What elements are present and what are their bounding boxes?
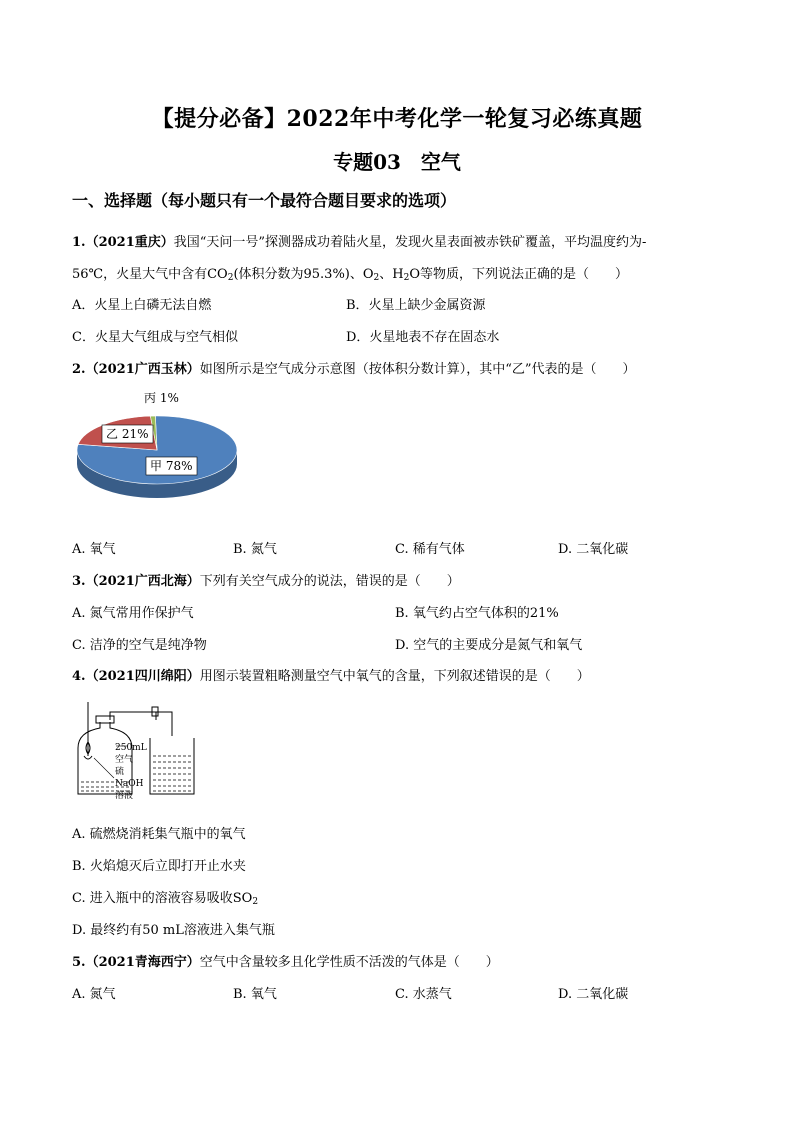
q5-option-d: D. 二氧化碳: [558, 987, 629, 1002]
q5-option-a: A. 氮气: [72, 987, 116, 1002]
document-title: 【提分必备】2022年中考化学一轮复习必练真题: [151, 106, 643, 132]
q2-text: 如图所示是空气成分示意图（按体积分数计算），其中“乙”代表的是（ ）: [199, 362, 636, 377]
q4-source: （2021四川绵阳）: [85, 669, 200, 684]
q1-line-1: [72, 231, 646, 250]
q3-source: （2021广西北海）: [85, 574, 200, 589]
q1-text-2b: (体积分数为95.3%)、O: [233, 267, 374, 282]
air-composition-pie-chart: [72, 388, 242, 522]
q4-option-b: B. 火焰熄灭后立即打开止水夹: [72, 859, 246, 874]
q5-option-c: C. 水蒸气: [395, 987, 452, 1002]
label-sulfur: 硫: [115, 767, 125, 777]
section-title: 一、选择题（每小题只有一个最符合题目要求的选项）: [72, 191, 457, 210]
q3-option-a: A. 氮气常用作保护气: [72, 606, 194, 621]
q3-option-b: B. 氧气约占空气体积的21%: [395, 606, 559, 621]
q1-text-1: 我国“天问一号”探测器成功着陆火星，发现火星表面被赤铁矿覆盖，平均温度约为-: [173, 235, 647, 250]
q3-option-d: D. 空气的主要成分是氮气和氧气: [395, 638, 583, 653]
q5-number: 5.: [72, 955, 86, 970]
q3-option-c: C. 洁净的空气是纯净物: [72, 638, 207, 653]
q2-number: 2.: [72, 362, 86, 377]
label-air: 空气: [115, 755, 134, 765]
q4-option-a: A. 硫燃烧消耗集气瓶中的氧气: [72, 827, 246, 842]
q5-line: [72, 951, 499, 970]
q2-line: [72, 358, 636, 377]
q1-option-b: B．火星上缺少金属资源: [346, 298, 486, 313]
q3-line: [72, 570, 460, 589]
q1-sub-h2o: 2: [403, 273, 410, 283]
q4-line: [72, 665, 590, 684]
q1-text-2c: 、H: [379, 267, 404, 282]
q1-number: 1.: [72, 235, 86, 250]
q2-option-c: C. 稀有气体: [395, 542, 465, 557]
q3-text: 下列有关空气成分的说法，错误的是（ ）: [199, 574, 460, 589]
q1-text-2d: O等物质，下列说法正确的是（ ）: [409, 267, 629, 282]
q1-sub-o2: 2: [373, 273, 380, 283]
label-solution: 溶液: [115, 791, 134, 801]
pie-label-0: 甲 78%: [150, 459, 193, 473]
q1-option-a: A．火星上白磷无法自燃: [72, 298, 212, 313]
q5-source: （2021青海西宁）: [85, 955, 200, 970]
q1-option-c: C．火星大气组成与空气相似: [72, 330, 238, 345]
q2-source: （2021广西玉林）: [85, 362, 200, 377]
pie-label-1: 乙 21%: [106, 427, 149, 441]
q5-text: 空气中含量较多且化学性质不活泼的气体是（ ）: [199, 955, 499, 970]
document-subtitle: 专题03 空气: [333, 150, 461, 174]
label-naoh: NaOH: [115, 779, 144, 789]
q4-option-d: D. 最终约有50 mL溶液进入集气瓶: [72, 923, 275, 938]
q3-number: 3.: [72, 574, 86, 589]
q1-source: （2021重庆）: [85, 235, 174, 250]
q1-sub-co2: 2: [227, 273, 234, 283]
q2-option-a: A. 氧气: [72, 542, 116, 557]
label-250ml: 250mL: [115, 743, 147, 753]
q4-option-c: [72, 887, 258, 907]
q2-option-d: D. 二氧化碳: [558, 542, 629, 557]
q1-option-d: D．火星地表不存在固态水: [346, 330, 500, 345]
q5-option-b: B. 氧气: [233, 987, 277, 1002]
q4-option-c-text: C. 进入瓶中的溶液容易吸收SO: [72, 891, 253, 906]
q4-number: 4.: [72, 669, 86, 684]
q4-text: 用图示装置粗略测量空气中氧气的含量，下列叙述错误的是（ ）: [199, 669, 590, 684]
q2-option-b: B. 氮气: [233, 542, 277, 557]
pie-label-2: 丙 1%: [144, 391, 179, 405]
q4-option-c-sub: 2: [252, 897, 259, 907]
q1-line-2: [72, 263, 628, 283]
oxygen-measurement-apparatus: [72, 698, 200, 808]
q1-text-2a: 56℃，火星大气中含有CO: [72, 267, 228, 282]
